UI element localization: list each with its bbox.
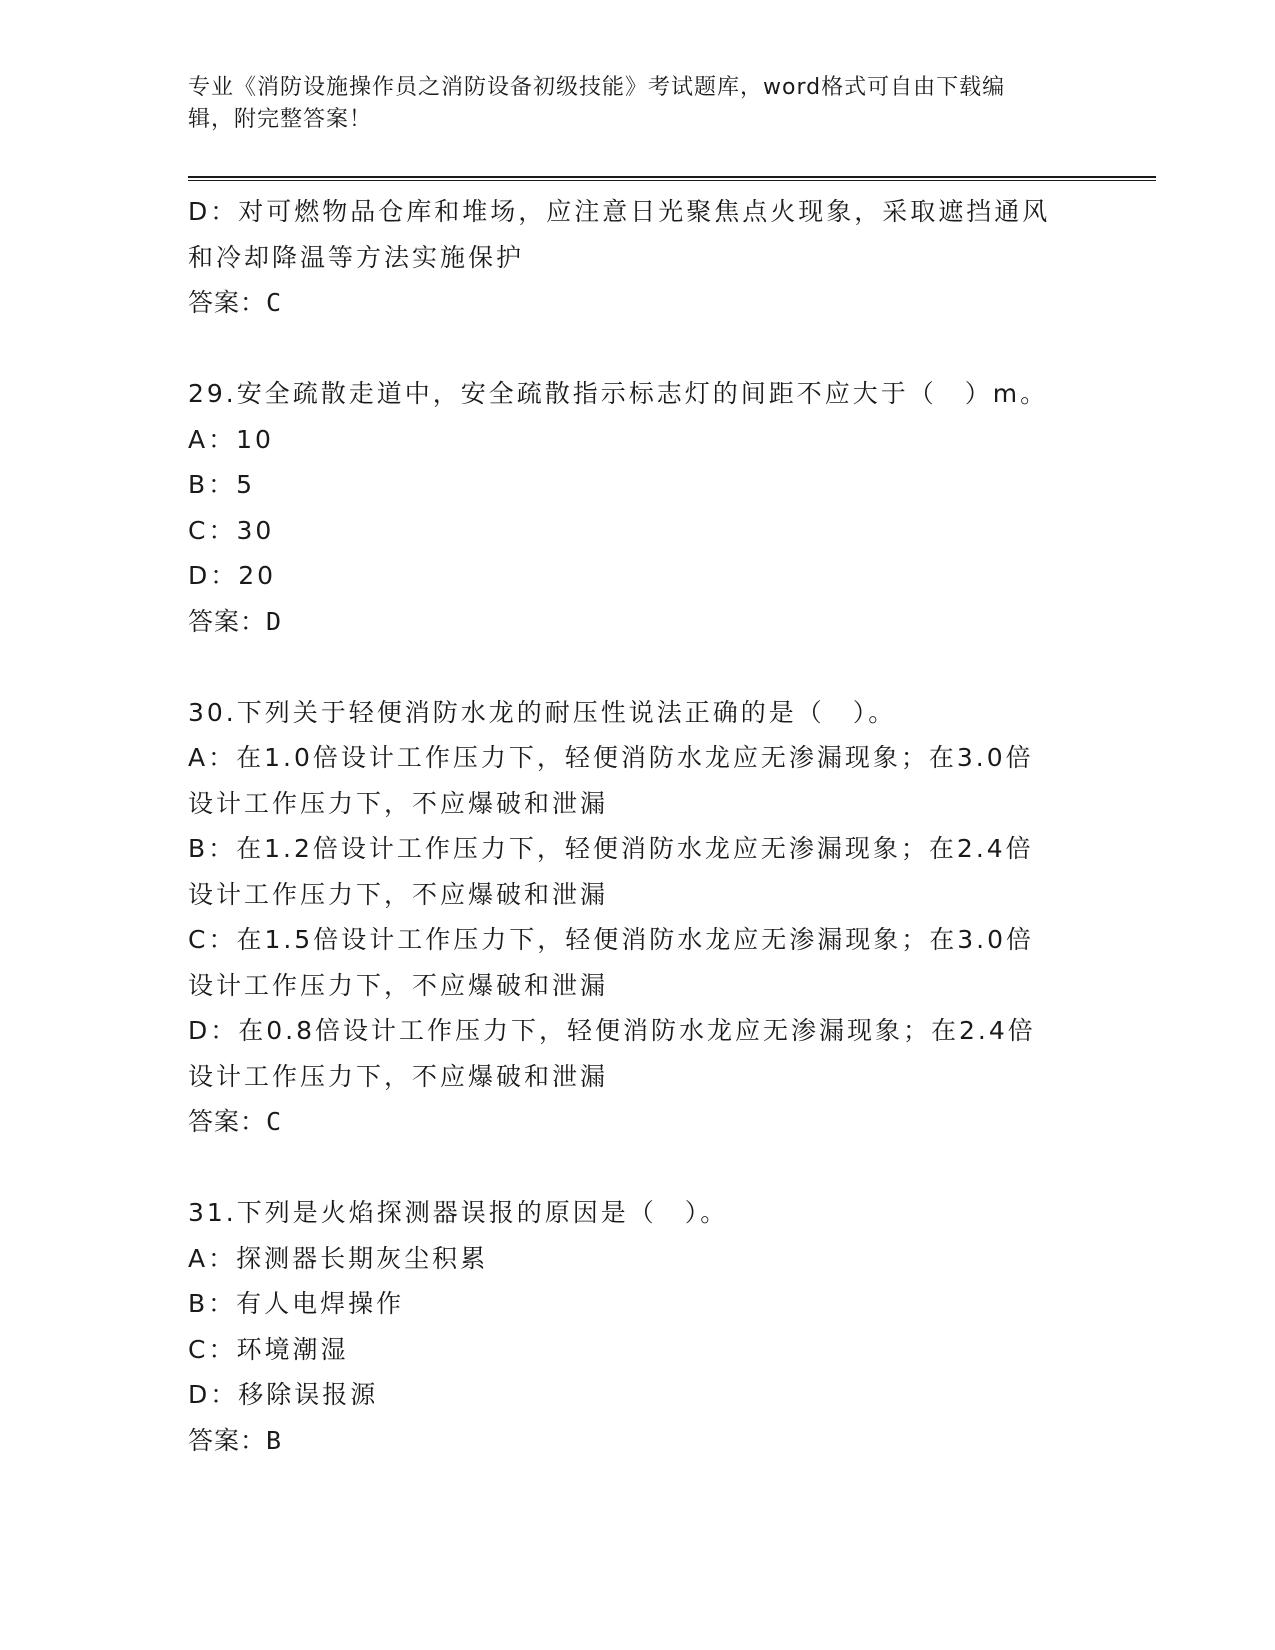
header-divider [188, 176, 1156, 181]
option-d: D：移除误报源 [188, 1380, 379, 1409]
question-stem: 30.下列关于轻便消防水龙的耐压性说法正确的是（ ）。 [188, 697, 897, 727]
question-31 [188, 1190, 1088, 1463]
question-28-continuation [188, 189, 1088, 326]
question-content [188, 189, 1088, 1463]
answer-line: 答案：C [188, 1107, 283, 1136]
option-c-line-1: C：在1.5倍设计工作压力下，轻便消防水龙应无渗漏现象；在3.0倍 [188, 925, 1034, 954]
option-d-line-1: D：在0.8倍设计工作压力下，轻便消防水龙应无渗漏现象；在2.4倍 [188, 1016, 1036, 1045]
answer-line: 答案：C [188, 288, 283, 317]
header-line-2: 辑，附完整答案！ [188, 107, 373, 132]
option-a: A：探测器长期灰尘积累 [188, 1243, 489, 1273]
question-stem: 29.安全疏散走道中，安全疏散指示标志灯的间距不应大于（ ）m。 [188, 379, 1049, 408]
option-b: B：5 [188, 470, 256, 499]
answer-line: 答案：B [188, 1425, 283, 1455]
option-c-line-2: 设计工作压力下，不应爆破和泄漏 [188, 970, 609, 1000]
option-a-line-1: A：在1.0倍设计工作压力下，轻便消防水龙应无渗漏现象；在3.0倍 [188, 743, 1034, 772]
option-d-line: 和冷却降温等方法实施保护 [188, 242, 525, 272]
option-b-line-2: 设计工作压力下，不应爆破和泄漏 [188, 879, 609, 909]
spacer [188, 644, 1088, 690]
page-header [188, 72, 1068, 136]
option-b: B：有人电焊操作 [188, 1289, 405, 1318]
option-c: C：环境潮湿 [188, 1334, 349, 1364]
spacer [188, 1145, 1088, 1191]
option-b-line-1: B：在1.2倍设计工作压力下，轻便消防水龙应无渗漏现象；在2.4倍 [188, 834, 1034, 863]
question-29 [188, 371, 1088, 644]
option-d-line-2: 设计工作压力下，不应爆破和泄漏 [188, 1061, 609, 1091]
question-30 [188, 690, 1088, 1145]
answer-line: 答案：D [188, 606, 283, 636]
option-d-line: D：对可燃物品仓库和堆场，应注意日光聚焦点火现象，采取遮挡通风 [188, 197, 1051, 226]
option-d: D：20 [188, 561, 277, 590]
option-a: A：10 [188, 424, 274, 454]
question-stem: 31.下列是火焰探测器误报的原因是（ ）。 [188, 1198, 729, 1227]
header-line-1: 专业《消防设施操作员之消防设备初级技能》考试题库，word格式可自由下载编 [188, 75, 1006, 100]
option-a-line-2: 设计工作压力下，不应爆破和泄漏 [188, 788, 609, 818]
option-c: C：30 [188, 515, 275, 545]
spacer [188, 326, 1088, 372]
